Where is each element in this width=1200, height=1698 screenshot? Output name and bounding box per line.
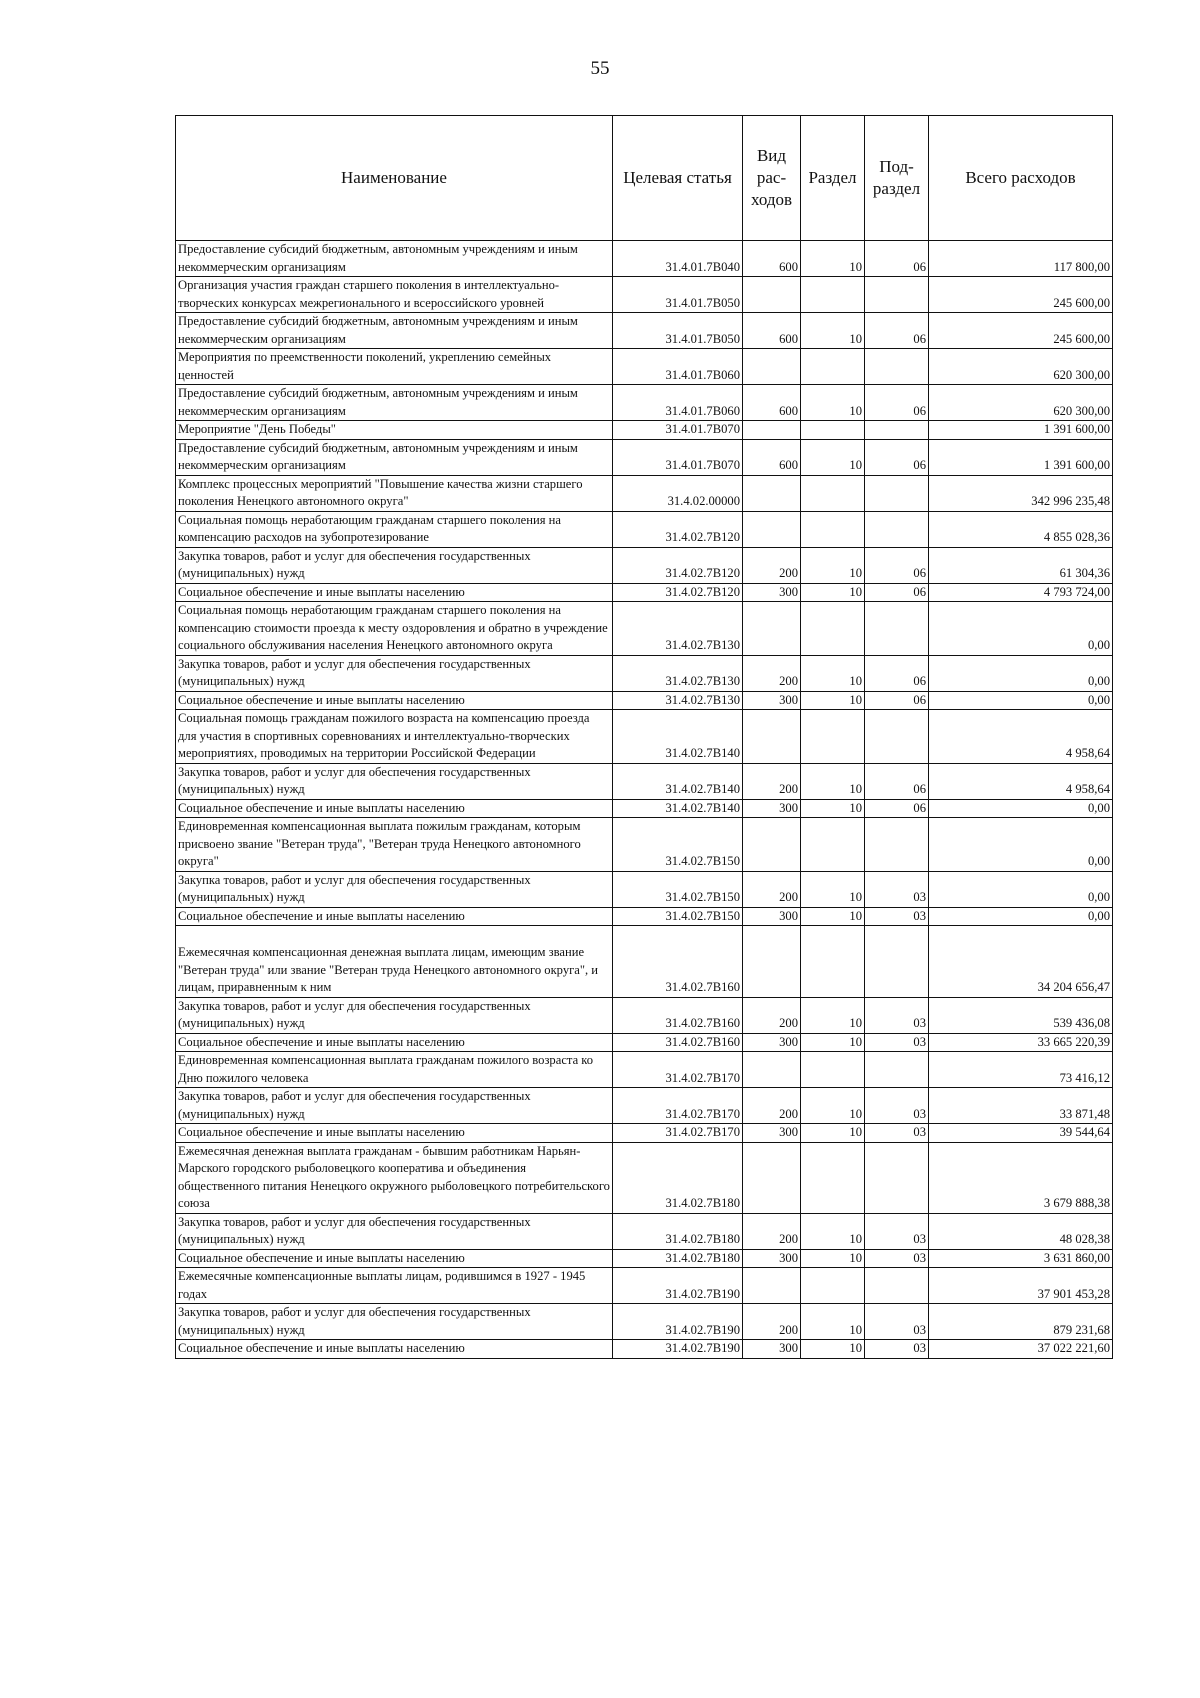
cell-podrazdel: 03	[865, 1213, 929, 1249]
cell-target: 31.4.02.7В180	[613, 1249, 743, 1268]
cell-target: 31.4.02.7В130	[613, 602, 743, 656]
cell-target: 31.4.02.7В140	[613, 710, 743, 764]
cell-razdel: 10	[801, 655, 865, 691]
cell-target: 31.4.01.7В040	[613, 241, 743, 277]
cell-name: Организация участия граждан старшего поколения в интеллектуально-творческих конкурсах межрегионального и всероссийского уровней	[176, 277, 613, 313]
page-number: 55	[590, 58, 610, 79]
cell-podrazdel: 06	[865, 385, 929, 421]
cell-razdel: 10	[801, 871, 865, 907]
cell-vid: 600	[743, 241, 801, 277]
table-row	[176, 907, 1113, 926]
cell-razdel	[801, 1052, 865, 1088]
cell-razdel: 10	[801, 1088, 865, 1124]
cell-vid: 200	[743, 1304, 801, 1340]
cell-name: Мероприятие "День Победы"	[176, 421, 613, 440]
table-row	[176, 241, 1113, 277]
table-row	[176, 997, 1113, 1033]
cell-podrazdel	[865, 710, 929, 764]
cell-total: 4 958,64	[929, 710, 1113, 764]
cell-vid	[743, 475, 801, 511]
cell-total: 0,00	[929, 655, 1113, 691]
cell-podrazdel: 03	[865, 1124, 929, 1143]
cell-target: 31.4.02.7В150	[613, 907, 743, 926]
cell-podrazdel: 03	[865, 1033, 929, 1052]
table-row	[176, 421, 1113, 440]
cell-podrazdel: 03	[865, 907, 929, 926]
cell-vid	[743, 277, 801, 313]
cell-total: 0,00	[929, 691, 1113, 710]
cell-target: 31.4.01.7В070	[613, 421, 743, 440]
cell-vid: 200	[743, 871, 801, 907]
cell-name: Закупка товаров, работ и услуг для обеспечения государственных (муниципальных) нужд	[176, 871, 613, 907]
cell-total: 3 679 888,38	[929, 1142, 1113, 1213]
cell-razdel: 10	[801, 1033, 865, 1052]
table-row	[176, 1033, 1113, 1052]
cell-target: 31.4.02.7В150	[613, 818, 743, 872]
cell-podrazdel: 06	[865, 313, 929, 349]
cell-target: 31.4.01.7В050	[613, 313, 743, 349]
cell-razdel: 10	[801, 547, 865, 583]
header-name: Наименование	[176, 116, 613, 241]
cell-target: 31.4.02.7В170	[613, 1124, 743, 1143]
cell-name: Единовременная компенсационная выплата пожилым гражданам, которым присвоено звание "Ветеран труда", "Ветеран труда Ненецкого автономного округа"	[176, 818, 613, 872]
cell-target: 31.4.02.7В130	[613, 691, 743, 710]
cell-total: 4 793 724,00	[929, 583, 1113, 602]
cell-name: Социальное обеспечение и иные выплаты населению	[176, 1340, 613, 1359]
cell-vid: 300	[743, 1249, 801, 1268]
cell-total: 37 022 221,60	[929, 1340, 1113, 1359]
cell-name: Закупка товаров, работ и услуг для обеспечения государственных (муниципальных) нужд	[176, 1213, 613, 1249]
cell-target: 31.4.02.7В130	[613, 655, 743, 691]
cell-podrazdel: 06	[865, 439, 929, 475]
cell-vid: 300	[743, 799, 801, 818]
cell-name: Закупка товаров, работ и услуг для обеспечения государственных (муниципальных) нужд	[176, 547, 613, 583]
cell-podrazdel: 03	[865, 1340, 929, 1359]
cell-vid	[743, 818, 801, 872]
header-total: Всего расходов	[929, 116, 1113, 241]
cell-razdel	[801, 1142, 865, 1213]
header-vid: Вид рас- ходов	[743, 116, 801, 241]
cell-vid	[743, 710, 801, 764]
table-row	[176, 1304, 1113, 1340]
cell-razdel	[801, 818, 865, 872]
cell-vid: 200	[743, 1088, 801, 1124]
cell-vid	[743, 1142, 801, 1213]
cell-total: 0,00	[929, 871, 1113, 907]
cell-total: 48 028,38	[929, 1213, 1113, 1249]
cell-name: Закупка товаров, работ и услуг для обеспечения государственных (муниципальных) нужд	[176, 997, 613, 1033]
cell-podrazdel	[865, 475, 929, 511]
table-row	[176, 583, 1113, 602]
table-row	[176, 1249, 1113, 1268]
cell-razdel	[801, 349, 865, 385]
cell-target: 31.4.01.7В060	[613, 349, 743, 385]
cell-total: 117 800,00	[929, 241, 1113, 277]
cell-vid: 300	[743, 691, 801, 710]
cell-total: 4 855 028,36	[929, 511, 1113, 547]
cell-podrazdel	[865, 818, 929, 872]
cell-total: 342 996 235,48	[929, 475, 1113, 511]
cell-name: Социальное обеспечение и иные выплаты населению	[176, 583, 613, 602]
header-target: Целевая статья	[613, 116, 743, 241]
cell-total: 3 631 860,00	[929, 1249, 1113, 1268]
cell-name: Комплекс процессных мероприятий "Повышение качества жизни старшего поколения Ненецкого автономного округа"	[176, 475, 613, 511]
table-row	[176, 511, 1113, 547]
cell-razdel: 10	[801, 1213, 865, 1249]
cell-podrazdel	[865, 602, 929, 656]
cell-razdel: 10	[801, 1304, 865, 1340]
table-row	[176, 763, 1113, 799]
cell-total: 61 304,36	[929, 547, 1113, 583]
cell-vid	[743, 511, 801, 547]
table-row	[176, 1142, 1113, 1213]
table-row	[176, 799, 1113, 818]
table-row	[176, 655, 1113, 691]
cell-target: 31.4.02.7В170	[613, 1088, 743, 1124]
cell-total: 39 544,64	[929, 1124, 1113, 1143]
cell-podrazdel: 06	[865, 763, 929, 799]
cell-podrazdel	[865, 1052, 929, 1088]
cell-razdel	[801, 421, 865, 440]
cell-podrazdel: 03	[865, 1088, 929, 1124]
table-row	[176, 349, 1113, 385]
cell-podrazdel	[865, 511, 929, 547]
cell-razdel	[801, 277, 865, 313]
table-row	[176, 1124, 1113, 1143]
table-row	[176, 602, 1113, 656]
cell-razdel: 10	[801, 763, 865, 799]
cell-target: 31.4.02.7В140	[613, 799, 743, 818]
cell-podrazdel: 03	[865, 997, 929, 1033]
cell-vid	[743, 602, 801, 656]
cell-razdel	[801, 602, 865, 656]
cell-total: 245 600,00	[929, 313, 1113, 349]
cell-name: Социальная помощь гражданам пожилого возраста на компенсацию проезда для участия в спортивных соревнованиях и интеллектуально-творческих мероприятиях, проводимых на территории Российской Федерации	[176, 710, 613, 764]
cell-razdel	[801, 926, 865, 998]
cell-target: 31.4.02.7В170	[613, 1052, 743, 1088]
cell-target: 31.4.01.7В050	[613, 277, 743, 313]
cell-vid	[743, 421, 801, 440]
header-podrazdel: Под- раздел	[865, 116, 929, 241]
cell-target: 31.4.02.7В160	[613, 997, 743, 1033]
cell-target: 31.4.02.7В180	[613, 1213, 743, 1249]
cell-target: 31.4.02.7В190	[613, 1340, 743, 1359]
cell-razdel	[801, 1268, 865, 1304]
table-row	[176, 547, 1113, 583]
cell-razdel: 10	[801, 1249, 865, 1268]
cell-name: Ежемесячная компенсационная денежная выплата лицам, имеющим звание "Ветеран труда" или звание "Ветеран труда Ненецкого автономного округа", и лицам, приравненным к ним	[176, 926, 613, 998]
cell-name: Социальное обеспечение и иные выплаты населению	[176, 1033, 613, 1052]
cell-target: 31.4.02.7В120	[613, 583, 743, 602]
cell-vid: 600	[743, 385, 801, 421]
table-header-row	[176, 116, 1113, 241]
table-row	[176, 926, 1113, 998]
cell-razdel: 10	[801, 691, 865, 710]
table-row	[176, 1268, 1113, 1304]
table-row	[176, 1088, 1113, 1124]
cell-total: 620 300,00	[929, 349, 1113, 385]
cell-total: 0,00	[929, 602, 1113, 656]
cell-target: 31.4.02.7В120	[613, 511, 743, 547]
cell-vid	[743, 1268, 801, 1304]
cell-vid: 300	[743, 907, 801, 926]
cell-target: 31.4.02.7В180	[613, 1142, 743, 1213]
cell-podrazdel	[865, 421, 929, 440]
cell-target: 31.4.02.00000	[613, 475, 743, 511]
cell-podrazdel: 06	[865, 655, 929, 691]
cell-name: Социальное обеспечение и иные выплаты населению	[176, 799, 613, 818]
cell-target: 31.4.02.7В150	[613, 871, 743, 907]
cell-total: 33 871,48	[929, 1088, 1113, 1124]
cell-name: Закупка товаров, работ и услуг для обеспечения государственных (муниципальных) нужд	[176, 655, 613, 691]
cell-total: 0,00	[929, 907, 1113, 926]
table-row	[176, 1052, 1113, 1088]
cell-name: Мероприятия по преемственности поколений, укреплению семейных ценностей	[176, 349, 613, 385]
cell-vid: 200	[743, 763, 801, 799]
cell-vid: 200	[743, 547, 801, 583]
cell-razdel: 10	[801, 1340, 865, 1359]
cell-total: 37 901 453,28	[929, 1268, 1113, 1304]
cell-name: Социальная помощь неработающим гражданам старшего поколения на компенсацию стоимости проезда к месту оздоровления и обратно в учреждение социального обслуживания населения Ненецкого автономного округа	[176, 602, 613, 656]
cell-vid: 300	[743, 1033, 801, 1052]
cell-name: Социальное обеспечение и иные выплаты населению	[176, 691, 613, 710]
table-row	[176, 691, 1113, 710]
cell-razdel: 10	[801, 1124, 865, 1143]
cell-podrazdel: 06	[865, 691, 929, 710]
cell-vid: 600	[743, 439, 801, 475]
cell-total: 33 665 220,39	[929, 1033, 1113, 1052]
cell-podrazdel: 06	[865, 583, 929, 602]
cell-target: 31.4.02.7В140	[613, 763, 743, 799]
cell-name: Предоставление субсидий бюджетным, автономным учреждениям и иным некоммерческим организациям	[176, 313, 613, 349]
cell-total: 1 391 600,00	[929, 421, 1113, 440]
cell-total: 539 436,08	[929, 997, 1113, 1033]
cell-razdel: 10	[801, 439, 865, 475]
cell-vid	[743, 349, 801, 385]
cell-target: 31.4.01.7В070	[613, 439, 743, 475]
cell-total: 73 416,12	[929, 1052, 1113, 1088]
cell-podrazdel	[865, 1268, 929, 1304]
table-row	[176, 277, 1113, 313]
cell-total: 1 391 600,00	[929, 439, 1113, 475]
table-row	[176, 1213, 1113, 1249]
cell-podrazdel: 03	[865, 871, 929, 907]
cell-name: Закупка товаров, работ и услуг для обеспечения государственных (муниципальных) нужд	[176, 1304, 613, 1340]
cell-vid: 200	[743, 655, 801, 691]
cell-podrazdel	[865, 277, 929, 313]
cell-name: Социальное обеспечение и иные выплаты населению	[176, 1249, 613, 1268]
cell-name: Предоставление субсидий бюджетным, автономным учреждениям и иным некоммерческим организациям	[176, 439, 613, 475]
cell-target: 31.4.02.7В160	[613, 1033, 743, 1052]
cell-name: Предоставление субсидий бюджетным, автономным учреждениям и иным некоммерческим организациям	[176, 241, 613, 277]
cell-vid: 300	[743, 1340, 801, 1359]
cell-target: 31.4.02.7В190	[613, 1268, 743, 1304]
cell-name: Единовременная компенсационная выплата гражданам пожилого возраста ко Дню пожилого человека	[176, 1052, 613, 1088]
cell-name: Закупка товаров, работ и услуг для обеспечения государственных (муниципальных) нужд	[176, 763, 613, 799]
cell-podrazdel: 03	[865, 1249, 929, 1268]
table-row	[176, 871, 1113, 907]
cell-name: Социальная помощь неработающим гражданам старшего поколения на компенсацию расходов на зубопротезирование	[176, 511, 613, 547]
table-row	[176, 818, 1113, 872]
cell-name: Ежемесячные компенсационные выплаты лицам, родившимся в 1927 - 1945 годах	[176, 1268, 613, 1304]
cell-razdel: 10	[801, 241, 865, 277]
cell-vid: 200	[743, 997, 801, 1033]
cell-vid: 200	[743, 1213, 801, 1249]
table-row	[176, 385, 1113, 421]
cell-razdel	[801, 511, 865, 547]
cell-vid: 300	[743, 1124, 801, 1143]
cell-razdel: 10	[801, 313, 865, 349]
cell-total: 34 204 656,47	[929, 926, 1113, 998]
table-row	[176, 439, 1113, 475]
cell-vid	[743, 926, 801, 998]
cell-name: Социальное обеспечение и иные выплаты населению	[176, 907, 613, 926]
cell-razdel: 10	[801, 385, 865, 421]
cell-target: 31.4.02.7В160	[613, 926, 743, 998]
cell-razdel: 10	[801, 799, 865, 818]
cell-total: 0,00	[929, 799, 1113, 818]
table-row	[176, 475, 1113, 511]
table-row	[176, 313, 1113, 349]
cell-name: Социальное обеспечение и иные выплаты населению	[176, 1124, 613, 1143]
cell-razdel	[801, 475, 865, 511]
cell-total: 879 231,68	[929, 1304, 1113, 1340]
table-row	[176, 710, 1113, 764]
cell-razdel: 10	[801, 997, 865, 1033]
budget-table	[175, 115, 1113, 1359]
cell-podrazdel	[865, 349, 929, 385]
cell-razdel	[801, 710, 865, 764]
cell-razdel: 10	[801, 907, 865, 926]
cell-podrazdel: 06	[865, 241, 929, 277]
cell-name: Закупка товаров, работ и услуг для обеспечения государственных (муниципальных) нужд	[176, 1088, 613, 1124]
cell-vid	[743, 1052, 801, 1088]
table-body	[176, 241, 1113, 1359]
cell-name: Предоставление субсидий бюджетным, автономным учреждениям и иным некоммерческим организациям	[176, 385, 613, 421]
cell-podrazdel: 06	[865, 547, 929, 583]
cell-podrazdel: 06	[865, 799, 929, 818]
cell-target: 31.4.02.7В190	[613, 1304, 743, 1340]
cell-target: 31.4.02.7В120	[613, 547, 743, 583]
cell-podrazdel	[865, 926, 929, 998]
header-razdel: Раздел	[801, 116, 865, 241]
cell-total: 4 958,64	[929, 763, 1113, 799]
cell-target: 31.4.01.7В060	[613, 385, 743, 421]
cell-total: 0,00	[929, 818, 1113, 872]
cell-razdel: 10	[801, 583, 865, 602]
cell-name: Ежемесячная денежная выплата гражданам - бывшим работникам Нарьян-Марского городского рыболовецкого кооператива и объединения общественного питания Ненецкого окружного рыболовецкого потребительского союза	[176, 1142, 613, 1213]
cell-podrazdel	[865, 1142, 929, 1213]
cell-vid: 300	[743, 583, 801, 602]
cell-total: 245 600,00	[929, 277, 1113, 313]
cell-podrazdel: 03	[865, 1304, 929, 1340]
cell-vid: 600	[743, 313, 801, 349]
cell-total: 620 300,00	[929, 385, 1113, 421]
table-row	[176, 1340, 1113, 1359]
